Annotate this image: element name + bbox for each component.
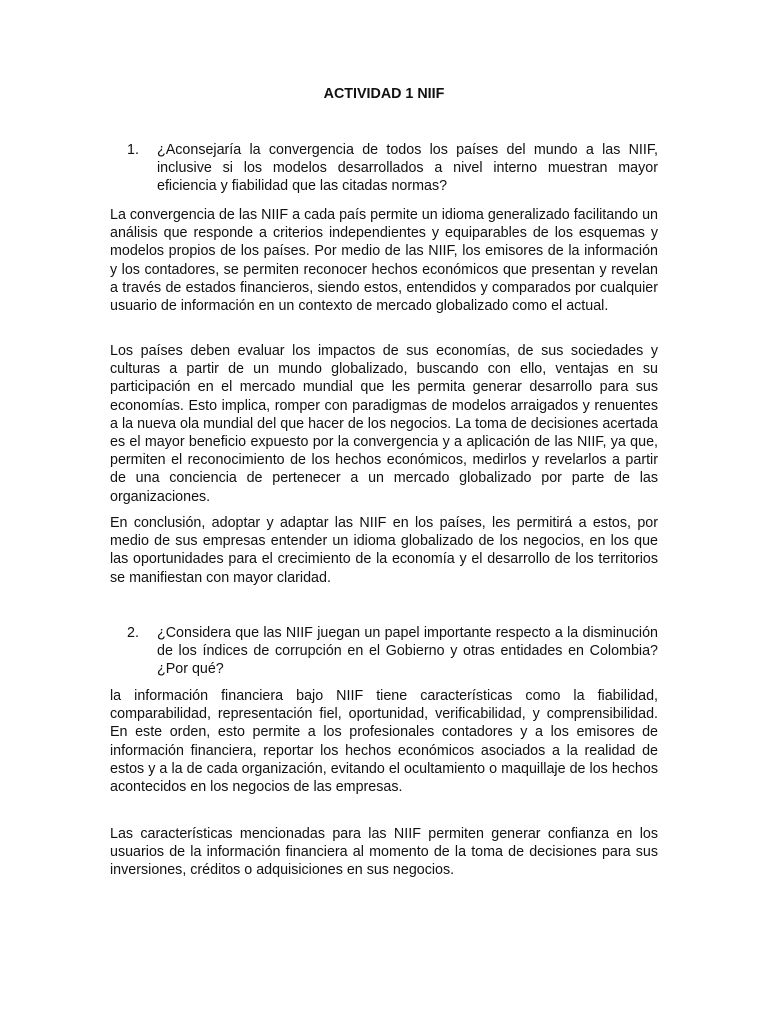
answer-paragraph: La convergencia de las NIIF a cada país permite un idioma generalizado facilitando un análisis que responde a criterios independientes y equiparables de los esquemas y modelos propios de los países. Por medio de las NIIF, los emisores de la información y los contadores, se permiten reconocer hechos económicos que presentan y revelan a través de estados financieros, siendo estos, entendidos y comparados por cualquier usuario de información en un contexto de mercado globalizado como el actual. bbox=[110, 207, 658, 315]
answer-paragraph: la información financiera bajo NIIF tiene características como la fiabilidad, comparabilidad, representación fiel, oportunidad, verificabilidad, y comprensibilidad. En este orden, esto permite a los profesionales contadores y a los emisores de información financiera, reportar los hechos económicos asociados a la realidad de estos y a la de cada organización, evitando el ocultamiento o maquillaje de los hechos acontecidos en los negocios de las empresas. bbox=[110, 688, 658, 796]
question-number: 1. bbox=[127, 142, 139, 158]
answer-paragraph: Los países deben evaluar los impactos de sus economías, de sus sociedades y culturas a partir de un mundo globalizado, buscando con ello, ventajas en su participación en el mercado mundial que les permita generar desarrollo para sus economías. Esto implica, romper con paradigmas de modelos arraigados y renuentes a la nueva ola mundial del que hacer de los negocios. La toma de decisiones acertada es el mayor beneficio expuesto por la convergencia y a aplicación de las NIIF, ya que, permiten el reconocimiento de los hechos económicos, medirlos y revelarlos a partir de una conciencia de pertenecer a un mercado globalizado por parte de las organizaciones. bbox=[110, 343, 658, 505]
question-1 bbox=[127, 141, 658, 196]
question-text: ¿Aconsejaría la convergencia de todos los países del mundo a las NIIF, inclusive si los modelos desarrollados a nivel interno muestran mayor eficiencia y fiabilidad que las citadas normas? bbox=[157, 142, 658, 195]
question-2 bbox=[127, 624, 658, 679]
document-title: ACTIVIDAD 1 NIIF bbox=[323, 86, 445, 102]
answer-paragraph: Las características mencionadas para las NIIF permiten generar confianza en los usuarios de la información financiera al momento de la toma de decisiones para sus inversiones, créditos o adquisiciones en sus negocios. bbox=[110, 826, 658, 879]
question-number: 2. bbox=[127, 625, 139, 641]
question-text: ¿Considera que las NIIF juegan un papel importante respecto a la disminución de los índices de corrupción en el Gobierno y otras entidades en Colombia? ¿Por qué? bbox=[157, 625, 658, 678]
answer-paragraph: En conclusión, adoptar y adaptar las NIIF en los países, les permitirá a estos, por medio de sus empresas entender un idioma globalizado de los negocios, en los que las oportunidades para el crecimiento de la economía y el desarrollo de los territorios se manifiestan con mayor claridad. bbox=[110, 515, 658, 586]
